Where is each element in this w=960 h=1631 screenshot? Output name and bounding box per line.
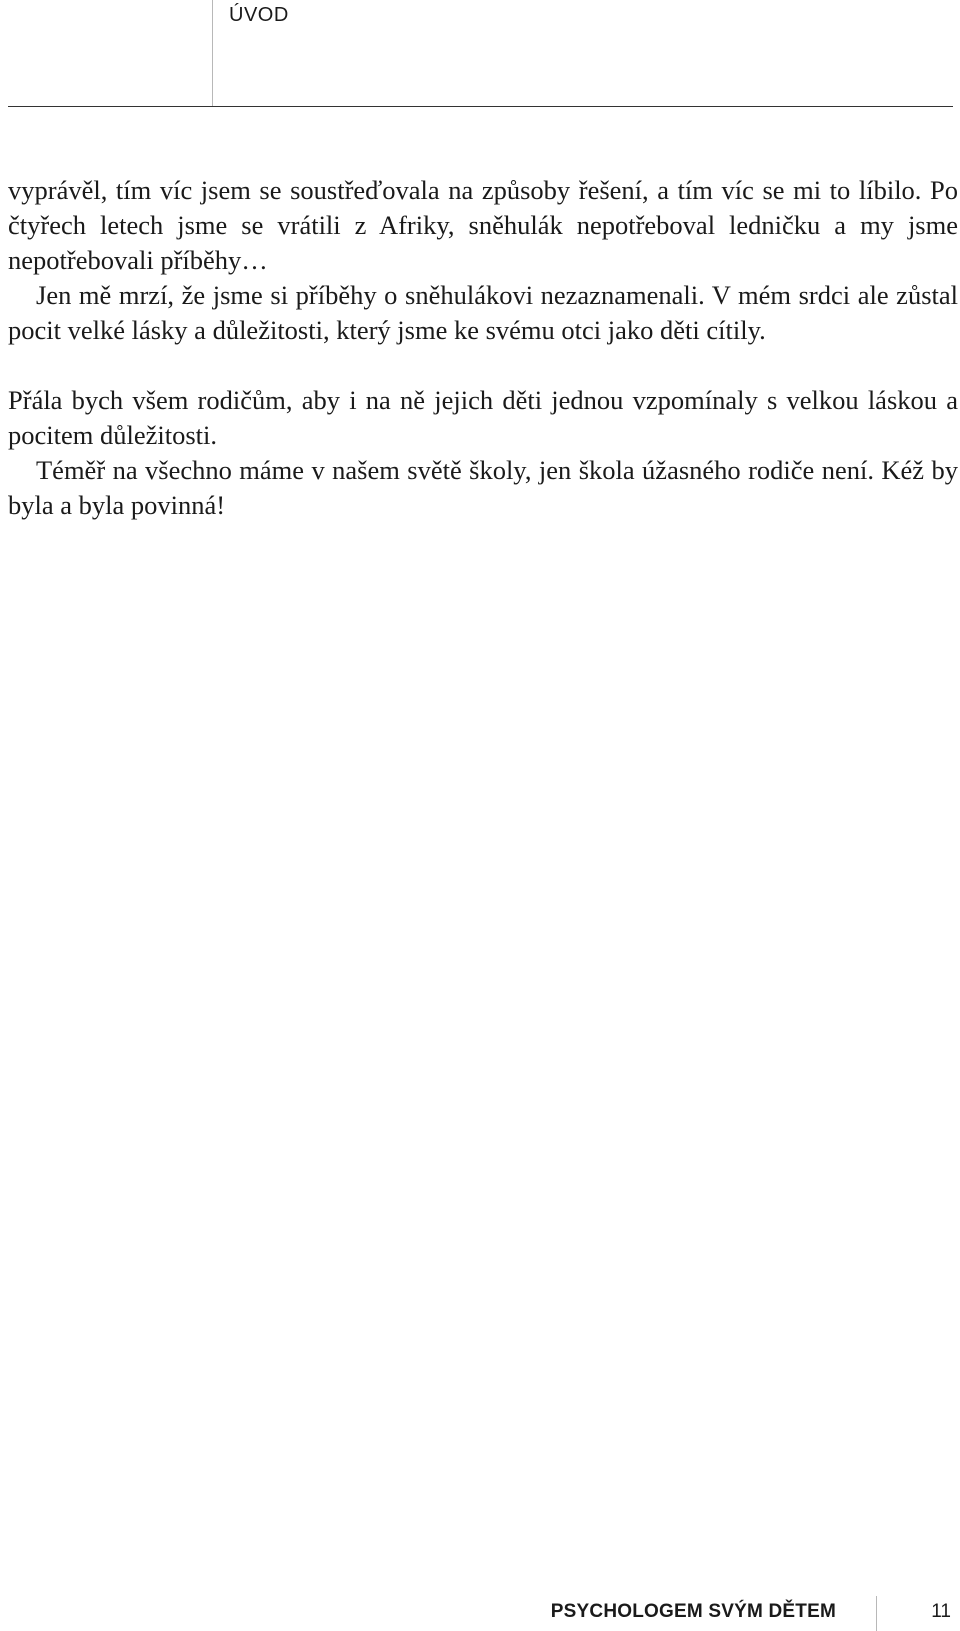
header-divider-vertical — [212, 0, 213, 107]
paragraph-school: Téměř na všechno máme v našem světě školy, jen škola úžasného rodiče není. Kéž by byla a byla povinná! — [8, 455, 958, 520]
header-divider-horizontal — [8, 106, 953, 107]
footer-divider-vertical — [876, 1596, 877, 1631]
running-footer-book-title: PSYCHOLOGEM SVÝM DĚTEM — [550, 1601, 836, 1622]
page-body — [8, 173, 958, 523]
paragraph-wish: Přála bych všem rodičům, aby i na ně jejich děti jednou vzpomínaly s velkou láskou a pocitem důležitosti. — [8, 385, 958, 450]
paragraph-continuation: vyprávěl, tím víc jsem se soustřeďovala na způsoby řešení, a tím víc se mi to líbilo. Po čtyřech letech jsme se vrátili z Afriky, sněhulák nepotřeboval ledničku a my jsme nepotřebovali příběhy… — [8, 175, 958, 275]
page-number: 11 — [931, 1601, 951, 1622]
running-header-section: ÚVOD — [229, 4, 289, 26]
paragraph-snowman-memory: Jen mě mrzí, že jsme si příběhy o sněhulákovi nezaznamenali. V mém srdci ale zůstal pocit velké lásky a důležitosti, který jsme ke svému otci jako děti cítily. — [8, 280, 958, 345]
